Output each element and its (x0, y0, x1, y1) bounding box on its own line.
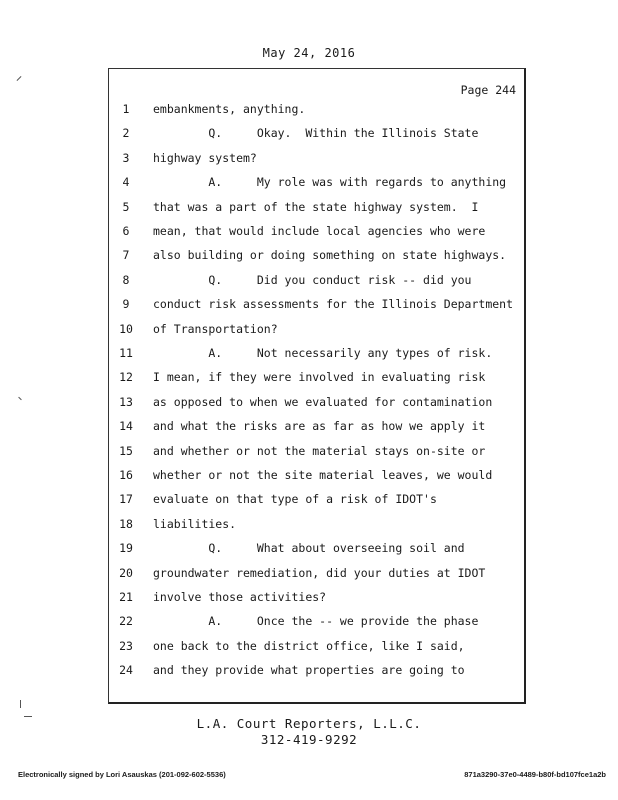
transcript-line (109, 489, 527, 509)
transcript-line (109, 197, 527, 217)
line-number: 18 (119, 516, 133, 531)
line-text: embankments, anything. (153, 102, 306, 116)
transcript-line (109, 148, 527, 168)
line-number: 24 (119, 663, 133, 678)
line-number: 13 (119, 394, 133, 409)
line-text: Q. Okay. Within the Illinois State (153, 126, 479, 141)
transcript-line (109, 319, 527, 339)
transcript-line (109, 660, 527, 680)
line-number: 8 (122, 272, 130, 287)
line-number: 6 (122, 224, 130, 238)
transcript-line (109, 465, 527, 485)
line-text: Q. Did you conduct risk -- did you (153, 272, 472, 287)
line-number: 11 (119, 346, 133, 360)
line-text: A. Not necessarily any types of risk. (153, 346, 493, 360)
line-text: that was a part of the state highway system. I (153, 199, 479, 214)
line-text: and what the risks are as far as how we apply it (153, 419, 486, 434)
line-text: A. My role was with regards to anything (153, 175, 507, 190)
transcript-page (108, 68, 526, 704)
transcript-line (109, 172, 527, 192)
line-text: of Transportation? (153, 321, 278, 336)
line-text: as opposed to when we evaluated for contamination (153, 394, 493, 409)
line-number: 19 (119, 541, 133, 556)
line-text: conduct risk assessments for the Illinois Department (153, 297, 514, 312)
line-number: 14 (119, 419, 133, 434)
transcript-line (109, 343, 527, 363)
line-text: A. Once the -- we provide the phase (153, 614, 479, 629)
line-text: liabilities. (153, 516, 237, 531)
scan-mark (17, 76, 22, 81)
transcript-line (109, 294, 527, 314)
transcript-line (109, 245, 527, 265)
line-text: mean, that would include local agencies who were (153, 224, 486, 238)
transcript-line (109, 563, 527, 583)
court-reporter-phone: 312-419-9292 (260, 732, 358, 747)
line-text: whether or not the site material leaves, we would (153, 468, 493, 482)
line-text: highway system? (153, 150, 257, 165)
line-text: involve those activities? (153, 590, 327, 604)
scan-mark (24, 716, 32, 717)
line-number: 16 (119, 468, 133, 482)
line-text: evaluate on that type of a risk of IDOT's (153, 492, 437, 507)
transcript-line (109, 441, 527, 461)
scan-mark (20, 700, 21, 708)
line-number: 9 (122, 297, 130, 312)
transcript-line (109, 538, 527, 558)
line-number: 10 (119, 321, 133, 336)
line-number: 21 (119, 590, 133, 604)
transcript-line (109, 367, 527, 387)
line-number: 17 (119, 492, 133, 507)
transcript-line (109, 392, 527, 412)
electronic-signature-note: Electronically signed by Lori Asauskas (201-092-602-5536) (18, 770, 226, 779)
transcript-line (109, 514, 527, 534)
court-reporter-name: L.A. Court Reporters, L.L.C. (196, 716, 422, 731)
line-text: I mean, if they were involved in evaluating risk (153, 370, 486, 385)
line-text: also building or doing something on state highways. (153, 248, 507, 263)
document-id: 871a3290-37e0-4489-b80f-bd107fce1a2b (464, 770, 606, 779)
line-number: 5 (122, 199, 130, 214)
transcript-line (109, 636, 527, 656)
line-number: 4 (122, 175, 130, 190)
transcript-line (109, 123, 527, 143)
transcript-line (109, 416, 527, 436)
line-number: 3 (122, 150, 130, 165)
transcript-line (109, 587, 527, 607)
transcript-line (109, 221, 527, 241)
line-number: 20 (119, 565, 133, 580)
line-number: 15 (119, 443, 133, 458)
line-text: and whether or not the material stays on-site or (153, 443, 486, 458)
line-number: 2 (122, 126, 130, 141)
line-number: 12 (119, 370, 133, 385)
transcript-line (109, 611, 527, 631)
line-number: 22 (119, 614, 133, 629)
line-number: 7 (122, 248, 130, 263)
scan-mark (18, 397, 22, 401)
line-text: one back to the district office, like I said, (153, 638, 465, 653)
page-number: Page 244 (460, 83, 516, 97)
line-text: and they provide what properties are going to (153, 663, 465, 678)
deposition-date: May 24, 2016 (262, 46, 356, 60)
line-text: Q. What about overseeing soil and (153, 541, 465, 556)
transcript-line (109, 270, 527, 290)
line-number: 1 (122, 102, 130, 116)
line-number: 23 (119, 638, 133, 653)
transcript-line (109, 99, 527, 119)
line-text: groundwater remediation, did your duties at IDOT (153, 565, 486, 580)
